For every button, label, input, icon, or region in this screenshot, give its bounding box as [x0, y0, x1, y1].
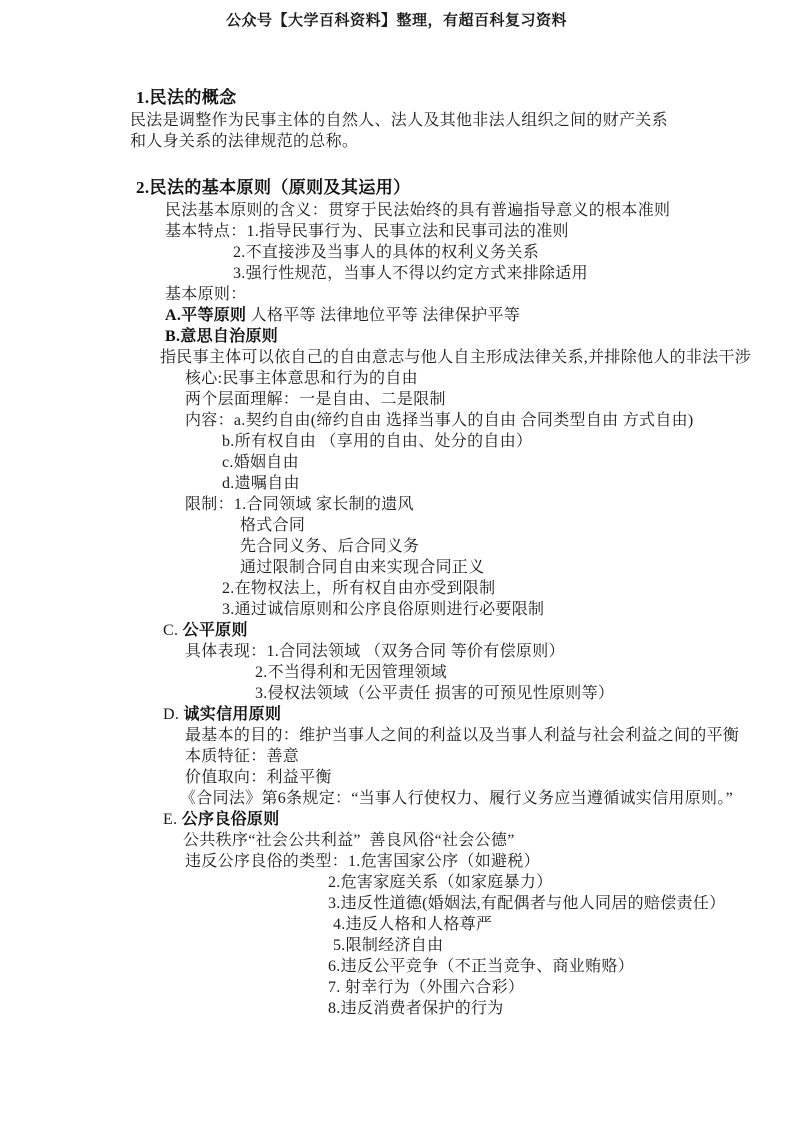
- doc-line: [0, 305, 793, 326]
- text-run: B.意思自治原则: [165, 328, 279, 345]
- text-run: 3.违反性道德(婚姻法,有配偶者与他人同居的赔偿责任）: [328, 895, 726, 912]
- doc-line: [0, 110, 793, 131]
- text-run: 6.违反公平竞争（不正当竞争、商业贿赂）: [328, 958, 635, 975]
- doc-line: [0, 977, 793, 998]
- doc-line: [0, 221, 793, 242]
- text-run: 通过限制合同自由来实现合同正义: [240, 559, 485, 576]
- doc-line: [0, 620, 793, 641]
- text-run: 7. 射幸行为（外围六合彩）: [328, 979, 525, 996]
- text-run: D.: [163, 706, 184, 723]
- doc-line: [0, 389, 793, 410]
- doc-line: [0, 872, 793, 893]
- doc-line: [0, 809, 793, 830]
- text-run: 公平原则: [182, 622, 248, 639]
- doc-line: [0, 998, 793, 1019]
- section-heading: [0, 85, 793, 110]
- doc-line: [0, 851, 793, 872]
- doc-line: [0, 515, 793, 536]
- doc-line: [0, 956, 793, 977]
- doc-line: [0, 578, 793, 599]
- doc-line: [0, 200, 793, 221]
- doc-line: [0, 830, 793, 851]
- doc-line: [0, 641, 793, 662]
- text-run: 民法基本原则的含义：贯穿于民法始终的具有普遍指导意义的根本准则: [165, 202, 671, 219]
- text-run: 《合同法》第6条规定：“当事人行使权力、履行义务应当遵循诚实信用原则。”: [180, 790, 734, 807]
- doc-line: [0, 131, 793, 152]
- doc-line: [0, 347, 793, 368]
- text-run: 基本特点：1.指导民事行为、民事立法和民事司法的准则: [165, 223, 569, 240]
- text-run: 人格平等 法律地位平等 法律保护平等: [246, 307, 521, 324]
- text-run: 违反公序良俗的类型：1.危害国家公序（如避税）: [185, 853, 540, 870]
- text-run: 限制：1.合同领域 家长制的遗风: [185, 496, 414, 513]
- doc-line: [0, 767, 793, 788]
- text-run: 最基本的目的：维护当事人之间的利益以及当事人利益与社会利益之间的平衡: [185, 727, 740, 744]
- doc-line: [0, 242, 793, 263]
- text-run: 核心:民事主体意思和行为的自由: [185, 370, 418, 387]
- doc-line: [0, 788, 793, 809]
- text-run: 基本原则：: [165, 286, 247, 303]
- text-run: 诚实信用原则: [183, 706, 282, 723]
- text-run: b.所有权自由 （享用的自由、处分的自由）: [222, 433, 533, 450]
- text-run: 民法是调整作为民事主体的自然人、法人及其他非法人组织之间的财产关系: [130, 112, 668, 129]
- text-run: d.遗嘱自由: [222, 475, 300, 492]
- text-run: 4.违反人格和人格尊严: [333, 916, 493, 933]
- text-run: 2.民法的基本原则（原则及其运用）: [136, 178, 411, 197]
- text-run: 2.在物权法上，所有权自由亦受到限制: [222, 580, 496, 597]
- doc-line: [0, 473, 793, 494]
- doc-line: [0, 368, 793, 389]
- document-body: [0, 85, 793, 1019]
- text-run: 3.强行性规范，当事人不得以约定方式来排除适用: [233, 265, 588, 282]
- doc-line: [0, 452, 793, 473]
- text-run: 内容：a.契约自由(缔约自由 选择当事人的自由 合同类型自由 方式自由): [185, 412, 694, 429]
- text-run: 指民事主体可以依自己的自由意志与他人自主形成法律关系,并排除他人的非法干涉: [160, 349, 752, 366]
- text-run: C.: [163, 622, 183, 639]
- doc-line: [0, 599, 793, 620]
- text-run: 和人身关系的法律规范的总称。: [130, 133, 359, 150]
- section-heading: [0, 175, 793, 200]
- doc-line: [0, 326, 793, 347]
- doc-line: [0, 725, 793, 746]
- doc-line: [0, 662, 793, 683]
- text-run: 5.限制经济自由: [333, 937, 444, 954]
- doc-line: [0, 536, 793, 557]
- text-run: A.平等原则: [165, 307, 247, 324]
- text-run: 3.通过诚信原则和公序良俗原则进行必要限制: [222, 601, 545, 618]
- text-run: 格式合同: [240, 517, 306, 534]
- doc-line: [0, 431, 793, 452]
- text-run: 公共秩序“社会公共利益” 善良风俗“社会公德”: [183, 832, 515, 849]
- text-run: c.婚姻自由: [222, 454, 299, 471]
- text-run: 具体表现：1.合同法领域 （双务合同 等价有偿原则）: [185, 643, 565, 660]
- text-run: 8.违反消费者保护的行为: [328, 1000, 504, 1017]
- text-run: 本质特征：善意: [185, 748, 300, 765]
- page-header-text: 公众号【大学百科资料】整理，有超百科复习资料: [225, 13, 567, 29]
- text-run: 2.不直接涉及当事人的具体的权利义务关系: [233, 244, 540, 261]
- text-run: 先合同义务、后合同义务: [240, 538, 420, 555]
- doc-line: [0, 494, 793, 515]
- doc-line: [0, 263, 793, 284]
- doc-line: [0, 410, 793, 431]
- text-run: 1.民法的概念: [136, 88, 237, 107]
- doc-line: [0, 914, 793, 935]
- text-run: 公序良俗原则: [181, 811, 280, 828]
- text-run: 2.不当得利和无因管理领域: [255, 664, 447, 681]
- doc-line: [0, 746, 793, 767]
- doc-line: [0, 935, 793, 956]
- text-run: 价值取向：利益平衡: [185, 769, 332, 786]
- doc-line: [0, 683, 793, 704]
- text-run: 两个层面理解：一是自由、二是限制: [185, 391, 446, 408]
- text-run: E.: [163, 811, 182, 828]
- text-run: 3.侵权法领域（公平责任 损害的可预见性原则等）: [255, 685, 615, 702]
- doc-line: [0, 704, 793, 725]
- text-run: 2.危害家庭关系（如家庭暴力）: [328, 874, 553, 891]
- doc-line: [0, 284, 793, 305]
- doc-line: [0, 557, 793, 578]
- doc-line: [0, 893, 793, 914]
